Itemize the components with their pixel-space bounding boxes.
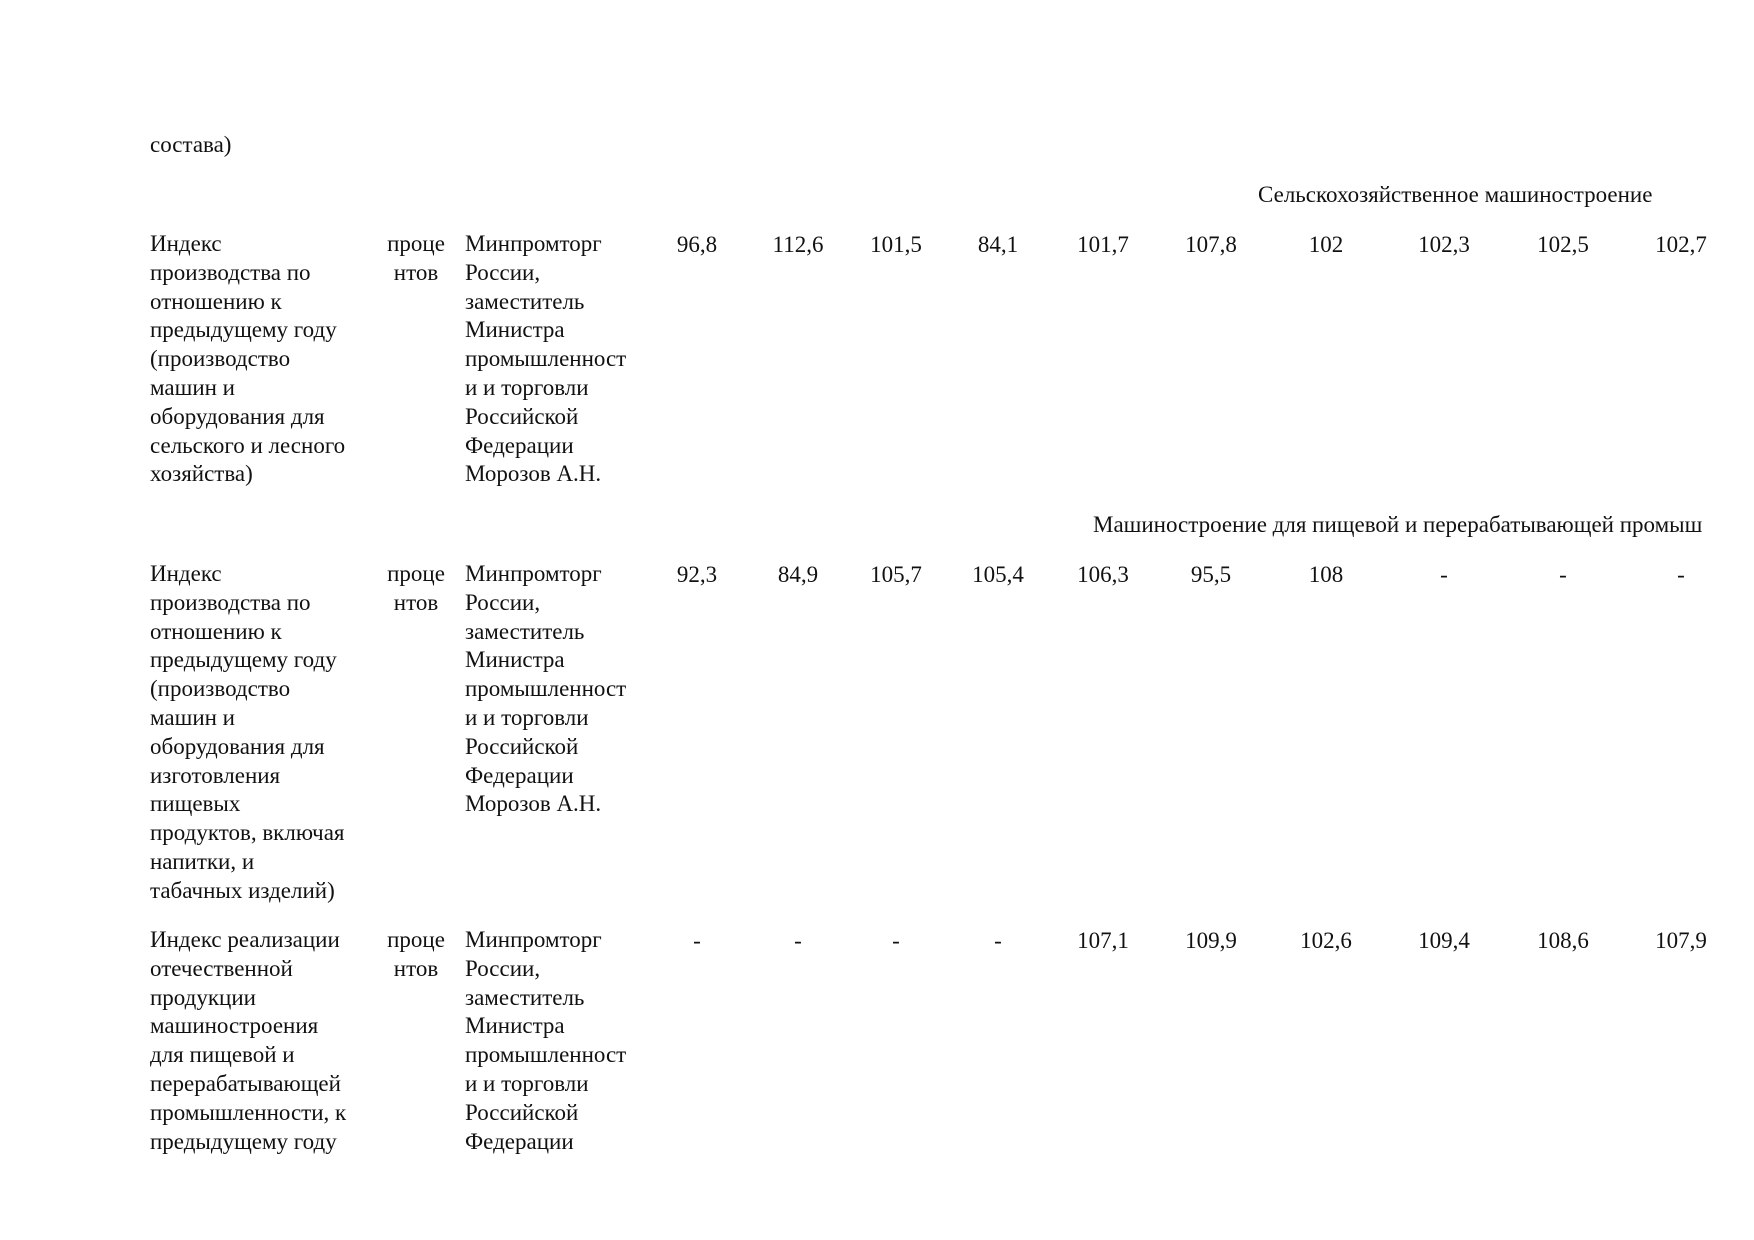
indicator-line: изготовления: [150, 762, 281, 788]
row-3-value: 109,4: [1418, 928, 1470, 953]
responsible-line: промышленност: [465, 346, 627, 372]
unit-line: нтов: [393, 955, 439, 981]
row-2-value: -: [1677, 562, 1685, 587]
section-heading-food-machinery: Машиностроение для пищевой и перерабатывающей промыш: [1093, 512, 1703, 537]
responsible-line: Морозов А.Н.: [465, 461, 602, 487]
responsible-line: Российской: [465, 403, 579, 429]
indicator-line: предыдущему году: [150, 1128, 337, 1154]
indicator-line: машиностроения: [150, 1013, 319, 1039]
row-1-value: 96,8: [676, 232, 718, 257]
indicator-line: отношению к: [150, 288, 282, 314]
row-1-value: 102: [1308, 232, 1344, 257]
row-3-value: -: [994, 928, 1002, 953]
row-2-value: 106,3: [1077, 562, 1129, 587]
row-2-unit: [381, 560, 451, 618]
indicator-line: (производство: [150, 346, 291, 372]
responsible-line: и и торговли: [465, 1070, 589, 1096]
row-1-value: 84,1: [977, 232, 1019, 257]
row-2-indicator: [150, 560, 345, 906]
indicator-line: оборудования для: [150, 733, 325, 759]
responsible-line: Российской: [465, 733, 579, 759]
indicator-line: хозяйства): [150, 461, 253, 487]
responsible-line: Российской: [465, 1099, 579, 1125]
row-2-responsible: [465, 560, 626, 819]
indicator-line: (производство: [150, 676, 291, 702]
indicator-line: для пищевой и: [150, 1042, 295, 1068]
row-3-value: -: [693, 928, 701, 953]
responsible-line: Минпромторг: [465, 561, 602, 586]
indicator-line: табачных изделий): [150, 877, 335, 903]
row-2-value: 95,5: [1190, 562, 1232, 587]
row-3-value: 107,1: [1077, 928, 1129, 953]
responsible-line: России,: [465, 589, 541, 615]
unit-line: проце: [387, 927, 445, 952]
carryover-text: состава): [150, 132, 232, 157]
row-2-value: 108: [1308, 562, 1344, 587]
row-1-value: 101,7: [1077, 232, 1129, 257]
responsible-line: России,: [465, 955, 541, 981]
responsible-line: и и торговли: [465, 374, 589, 400]
indicator-line: машин и: [150, 374, 235, 400]
row-1-value: 102,3: [1418, 232, 1470, 257]
responsible-line: Министра: [465, 1013, 565, 1039]
responsible-line: и и торговли: [465, 704, 589, 730]
indicator-line: продуктов, включая: [150, 820, 345, 846]
row-1-unit: [381, 230, 451, 288]
row-3-value: -: [794, 928, 802, 953]
row-2-value: -: [1440, 562, 1448, 587]
responsible-line: заместитель: [465, 618, 585, 644]
row-1-value: 112,6: [772, 232, 824, 257]
indicator-line: машин и: [150, 704, 235, 730]
indicator-line: Индекс реализации: [150, 927, 340, 952]
responsible-line: Морозов А.Н.: [465, 791, 602, 817]
responsible-line: Министра: [465, 647, 565, 673]
indicator-line: напитки, и: [150, 848, 255, 874]
indicator-line: сельского и лесного: [150, 432, 346, 458]
indicator-line: продукции: [150, 984, 256, 1010]
indicator-line: оборудования для: [150, 403, 325, 429]
row-2-value: 105,7: [870, 562, 922, 587]
responsible-line: России,: [465, 259, 541, 285]
indicator-line: предыдущему году: [150, 647, 337, 673]
row-3-responsible: [465, 926, 626, 1156]
row-3-indicator: [150, 926, 346, 1156]
row-2-value: 92,3: [676, 562, 718, 587]
row-1-value: 107,8: [1185, 232, 1237, 257]
responsible-line: Минпромторг: [465, 927, 602, 952]
row-2-value: -: [1559, 562, 1567, 587]
responsible-line: Министра: [465, 317, 565, 343]
responsible-line: Федерации: [465, 432, 574, 458]
unit-line: нтов: [393, 259, 439, 285]
indicator-line: Индекс: [150, 561, 222, 586]
row-1-value: 101,5: [870, 232, 922, 257]
row-3-value: 107,9: [1655, 928, 1707, 953]
unit-line: проце: [387, 231, 445, 256]
responsible-line: заместитель: [465, 288, 585, 314]
responsible-line: промышленност: [465, 676, 627, 702]
indicator-line: производства по: [150, 259, 311, 285]
row-2-value: 105,4: [972, 562, 1024, 587]
indicator-line: производства по: [150, 589, 311, 615]
indicator-line: пищевых: [150, 791, 241, 817]
row-1-responsible: [465, 230, 626, 489]
responsible-line: Федерации: [465, 762, 574, 788]
row-3-value: 108,6: [1537, 928, 1589, 953]
row-3-unit: [381, 926, 451, 984]
unit-line: проце: [387, 561, 445, 586]
responsible-line: Федерации: [465, 1128, 574, 1154]
row-3-value: 109,9: [1185, 928, 1237, 953]
responsible-line: заместитель: [465, 984, 585, 1010]
indicator-line: промышленности, к: [150, 1099, 347, 1125]
row-3-value: -: [892, 928, 900, 953]
indicator-line: отечественной: [150, 955, 293, 981]
responsible-line: промышленност: [465, 1042, 627, 1068]
row-1-value: 102,5: [1537, 232, 1589, 257]
row-1-value: 102,7: [1655, 232, 1707, 257]
row-1-indicator: [150, 230, 345, 489]
unit-line: нтов: [393, 589, 439, 615]
row-3-value: 102,6: [1300, 928, 1352, 953]
section-heading-agricultural: Сельскохозяйственное машиностроение: [1258, 182, 1653, 207]
responsible-line: Минпромторг: [465, 231, 602, 256]
indicator-line: предыдущему году: [150, 317, 337, 343]
indicator-line: отношению к: [150, 618, 282, 644]
indicator-line: перерабатывающей: [150, 1070, 341, 1096]
indicator-line: Индекс: [150, 231, 222, 256]
row-2-value: 84,9: [777, 562, 819, 587]
